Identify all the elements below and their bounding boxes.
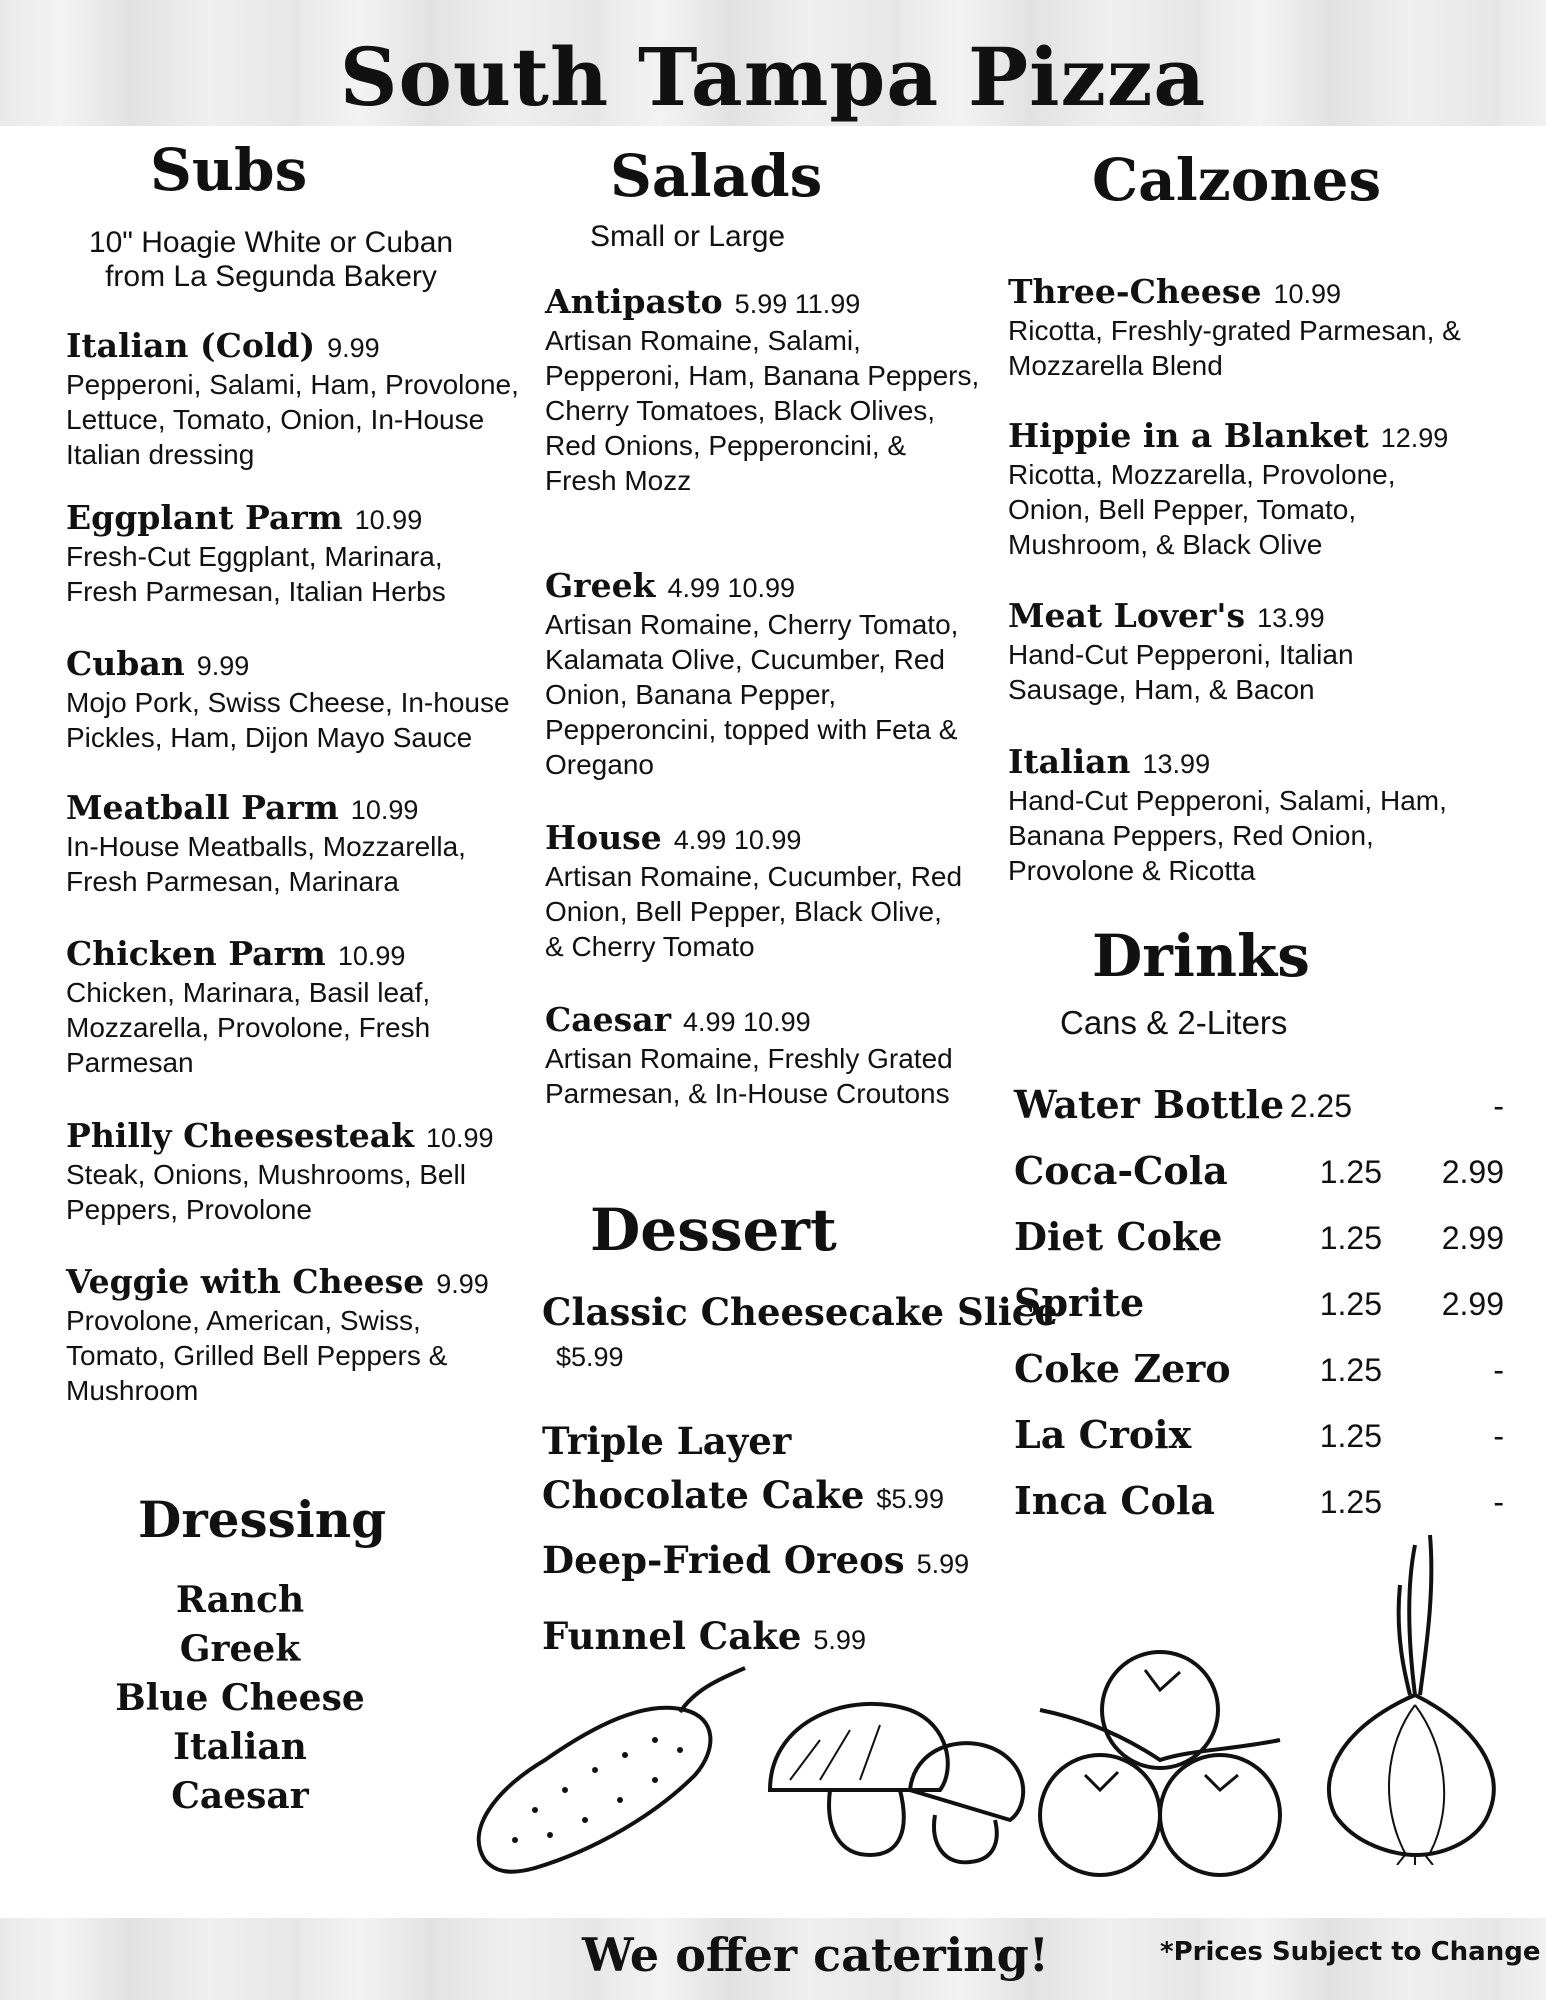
salads-size-note: Small or Large [590, 220, 786, 253]
drink-liter-price: 2.99 [1441, 1220, 1504, 1256]
drinks-size-note: Cans & 2-Liters [1060, 1004, 1288, 1041]
dessert-heading: Dessert [590, 1196, 837, 1264]
item-description: Artisan Romaine, Salami, Pepperoni, Ham, Banana Peppers, Cherry Tomatoes, Black Olives, Red Onions, Pepperoncini, & Fresh Mozz [545, 325, 980, 496]
item-price: 13.99 [1142, 749, 1211, 779]
dressing-item: Caesar [171, 1775, 309, 1817]
sub-item [66, 326, 521, 472]
salad-item [545, 566, 985, 782]
drink-name: Coca-Cola [1014, 1148, 1228, 1193]
item-price: 5.99 [916, 1549, 970, 1579]
item-description: Steak, Onions, Mushrooms, Bell Peppers, Provolone [66, 1159, 466, 1225]
drink-row [1014, 1214, 1504, 1274]
drink-liter-price: - [1493, 1418, 1504, 1454]
salad-item [545, 282, 985, 498]
salad-item [545, 818, 965, 964]
dressing-item: Blue Cheese [115, 1677, 365, 1719]
item-description: Ricotta, Freshly-grated Parmesan, & Mozzarella Blend [1008, 315, 1461, 381]
item-price: 9.99 [196, 651, 250, 681]
item-name: Chicken Parm [66, 934, 326, 973]
item-price: 9.99 [436, 1269, 489, 1299]
drink-liter-price: 2.99 [1441, 1286, 1504, 1322]
drink-liter-price: - [1493, 1484, 1504, 1520]
drink-can-price: 1.25 [1319, 1154, 1382, 1190]
subs-heading: Subs [150, 136, 308, 204]
item-description: Hand-Cut Pepperoni, Italian Sausage, Ham, & Bacon [1008, 639, 1354, 705]
item-description: Ricotta, Mozzarella, Provolone, Onion, Bell Pepper, Tomato, Mushroom, & Black Olive [1008, 459, 1396, 560]
item-name: Eggplant Parm [66, 498, 343, 537]
mushroom-icon [760, 1680, 1040, 1880]
sub-item [66, 788, 521, 899]
sub-item [66, 1116, 521, 1227]
item-price: 13.99 [1257, 603, 1325, 633]
dressing-list [100, 1576, 380, 1821]
item-price: 5.99 11.99 [734, 289, 861, 319]
salad-item [545, 1000, 965, 1111]
salads-heading: Salads [610, 142, 823, 210]
drink-liter-price: 2.99 [1441, 1154, 1504, 1190]
dessert-item [542, 1538, 982, 1582]
dessert-item [542, 1414, 982, 1522]
item-price: 10.99 [354, 505, 423, 535]
item-name: House [545, 818, 662, 857]
drink-can-price: 2.25 [1289, 1088, 1352, 1124]
item-name: Antipasto [545, 282, 723, 321]
drink-row [1014, 1082, 1504, 1142]
item-description: Artisan Romaine, Cherry Tomato, Kalamata Olive, Cucumber, Red Onion, Banana Pepper, Pepperoncini, topped with Feta & Oregano [545, 609, 959, 780]
sub-item [66, 1262, 521, 1408]
item-name: Triple Layer Chocolate Cake [542, 1419, 865, 1517]
subs-bread-note: 10" Hoagie White or Cuban from La Segunda Bakery [88, 226, 454, 293]
drink-row [1014, 1346, 1504, 1406]
drink-liter-price: - [1493, 1088, 1504, 1124]
dessert-item [542, 1290, 1058, 1373]
item-description: Artisan Romaine, Freshly Grated Parmesan, & In-House Croutons [545, 1043, 953, 1109]
pickle-icon [455, 1640, 755, 1890]
item-price: 10.99 [337, 941, 406, 971]
item-name: Hippie in a Blanket [1008, 416, 1369, 455]
drink-row [1014, 1412, 1504, 1472]
drink-name: Diet Coke [1014, 1214, 1223, 1259]
item-description: Fresh-Cut Eggplant, Marinara, Fresh Parmesan, Italian Herbs [66, 541, 446, 607]
item-price: 4.99 10.99 [667, 573, 796, 603]
drink-row [1014, 1280, 1504, 1340]
dressing-item: Ranch [175, 1579, 305, 1621]
item-name: Veggie with Cheese [66, 1262, 425, 1301]
item-name: Meat Lover's [1008, 596, 1246, 635]
item-description: Artisan Romaine, Cucumber, Red Onion, Bell Pepper, Black Olive, & Cherry Tomato [545, 861, 963, 962]
drink-can-price: 1.25 [1319, 1352, 1382, 1388]
dressing-item: Greek [179, 1628, 301, 1670]
item-name: Cuban [66, 644, 185, 683]
item-price: 10.99 [1273, 279, 1342, 309]
item-name: Italian [1008, 742, 1131, 781]
drink-can-price: 1.25 [1319, 1286, 1382, 1322]
item-price: 4.99 10.99 [673, 825, 802, 855]
item-description: Chicken, Marinara, Basil leaf, Mozzarella, Provolone, Fresh Parmesan [66, 977, 431, 1078]
drink-name: Water Bottle [1014, 1082, 1285, 1127]
item-price: 5.99 [813, 1625, 866, 1655]
drinks-heading: Drinks [1092, 922, 1310, 990]
drink-name: Inca Cola [1014, 1478, 1216, 1523]
item-description: Provolone, American, Swiss, Tomato, Grilled Bell Peppers & Mushroom [66, 1305, 448, 1406]
sub-item [66, 934, 506, 1080]
drink-name: Sprite [1014, 1280, 1145, 1325]
item-price: $5.99 [876, 1484, 944, 1514]
item-name: Greek [545, 566, 656, 605]
item-name: Meatball Parm [66, 788, 339, 827]
drink-can-price: 1.25 [1319, 1484, 1382, 1520]
sub-item [66, 644, 546, 755]
item-name: Three-Cheese [1008, 272, 1262, 311]
item-name: Deep-Fried Oreos [542, 1538, 905, 1582]
tomato-icon [1030, 1630, 1290, 1900]
calzone-item [1008, 596, 1428, 707]
calzone-item [1008, 416, 1448, 562]
item-description: Pepperoni, Salami, Ham, Provolone, Lettuce, Tomato, Onion, In-House Italian dressing [66, 369, 519, 470]
item-description: In-House Meatballs, Mozzarella, Fresh Parmesan, Marinara [66, 831, 466, 897]
item-description: Hand-Cut Pepperoni, Salami, Ham, Banana Peppers, Red Onion, Provolone & Ricotta [1008, 785, 1447, 886]
onion-icon [1305, 1525, 1505, 1865]
drink-can-price: 1.25 [1319, 1220, 1382, 1256]
item-name: Philly Cheesesteak [66, 1116, 414, 1155]
dressing-item: Italian [173, 1726, 307, 1768]
drink-row [1014, 1148, 1504, 1208]
drink-can-price: 1.25 [1319, 1418, 1382, 1454]
item-price: $5.99 [556, 1342, 624, 1372]
calzones-heading: Calzones [1092, 146, 1382, 214]
calzone-item [1008, 742, 1488, 888]
item-name: Classic Cheesecake Slice [542, 1290, 1058, 1334]
catering-banner: We offer catering! [582, 1928, 1049, 1982]
restaurant-title: South Tampa Pizza [339, 30, 1207, 124]
dressing-heading: Dressing [138, 1490, 387, 1549]
item-name: Funnel Cake [542, 1614, 802, 1658]
drink-liter-price: - [1493, 1352, 1504, 1388]
item-price: 4.99 10.99 [683, 1007, 811, 1037]
sub-item [66, 498, 521, 609]
price-notice: *Prices Subject to Change [1160, 1937, 1541, 1967]
item-name: Caesar [545, 1000, 671, 1039]
item-price: 12.99 [1380, 423, 1449, 453]
calzone-item [1008, 272, 1508, 383]
item-name: Italian (Cold) [66, 326, 316, 365]
item-price: 10.99 [350, 795, 419, 825]
item-price: 10.99 [425, 1123, 494, 1153]
drink-name: Coke Zero [1014, 1346, 1231, 1391]
item-description: Mojo Pork, Swiss Cheese, In-house Pickles, Ham, Dijon Mayo Sauce [66, 687, 510, 753]
drink-name: La Croix [1014, 1412, 1192, 1457]
item-price: 9.99 [327, 333, 380, 363]
